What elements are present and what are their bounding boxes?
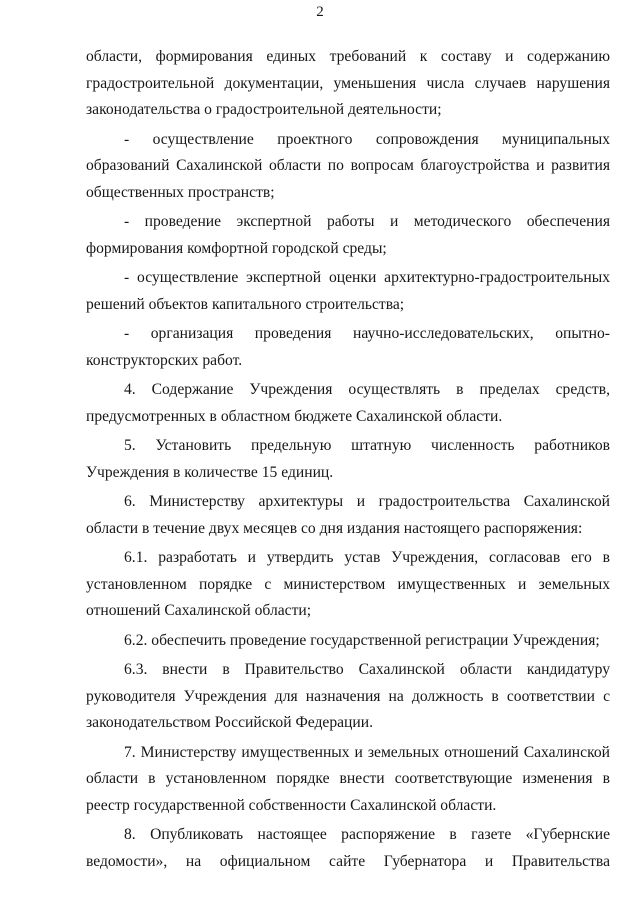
list-item-expert-work: - проведение экспертной работы и методического обеспечения формирования комфортной городской среды;: [86, 213, 610, 257]
list-item-expert-evaluation: - осуществление экспертной оценки архитектурно-градостроительных решений объектов капитального строительства;: [86, 269, 610, 313]
paragraph-continuation: области, формирования единых требований к составу и содержанию градостроительной документации, уменьшения числа случаев нарушения законодательства о градостроительной деятельности;: [86, 48, 610, 118]
clause-6: 6. Министерству архитектуры и градостроительства Сахалинской области в течение двух месяцев со дня издания настоящего распоряжения:: [86, 493, 610, 537]
clause-6-3: 6.3. внести в Правительство Сахалинской области кандидатуру руководителя Учреждения для назначения на должность в соответствии с законодательством Российской Федерации.: [86, 661, 610, 731]
clause-6-1: 6.1. разработать и утвердить устав Учреждения, согласовав его в установленном порядке с министерством имущественных и земельных отношений Сахалинской области;: [86, 549, 610, 619]
clause-4: 4. Содержание Учреждения осуществлять в пределах средств, предусмотренных в областном бюджете Сахалинской области.: [86, 381, 610, 425]
document-body: [86, 44, 610, 875]
page-number: 2: [316, 4, 324, 20]
clause-8: 8. Опубликовать настоящее распоряжение в газете «Губернские ведомости», на официальном сайте Губернатора и Правительства: [86, 826, 610, 870]
clause-7: 7. Министерству имущественных и земельных отношений Сахалинской области в установленном порядке внести соответствующие изменения в реестр государственной собственности Сахалинской области.: [86, 743, 610, 814]
list-item-project-support: - осуществление проектного сопровождения муниципальных образований Сахалинской области по вопросам благоустройства и развития общественных пространств;: [86, 130, 610, 201]
list-item-research: - организация проведения научно-исследовательских, опытно-конструкторских работ.: [86, 325, 610, 369]
clause-5: 5. Установить предельную штатную численность работников Учреждения в количестве 15 единиц.: [86, 437, 610, 481]
clause-6-2: 6.2. обеспечить проведение государственной регистрации Учреждения;: [124, 631, 600, 649]
